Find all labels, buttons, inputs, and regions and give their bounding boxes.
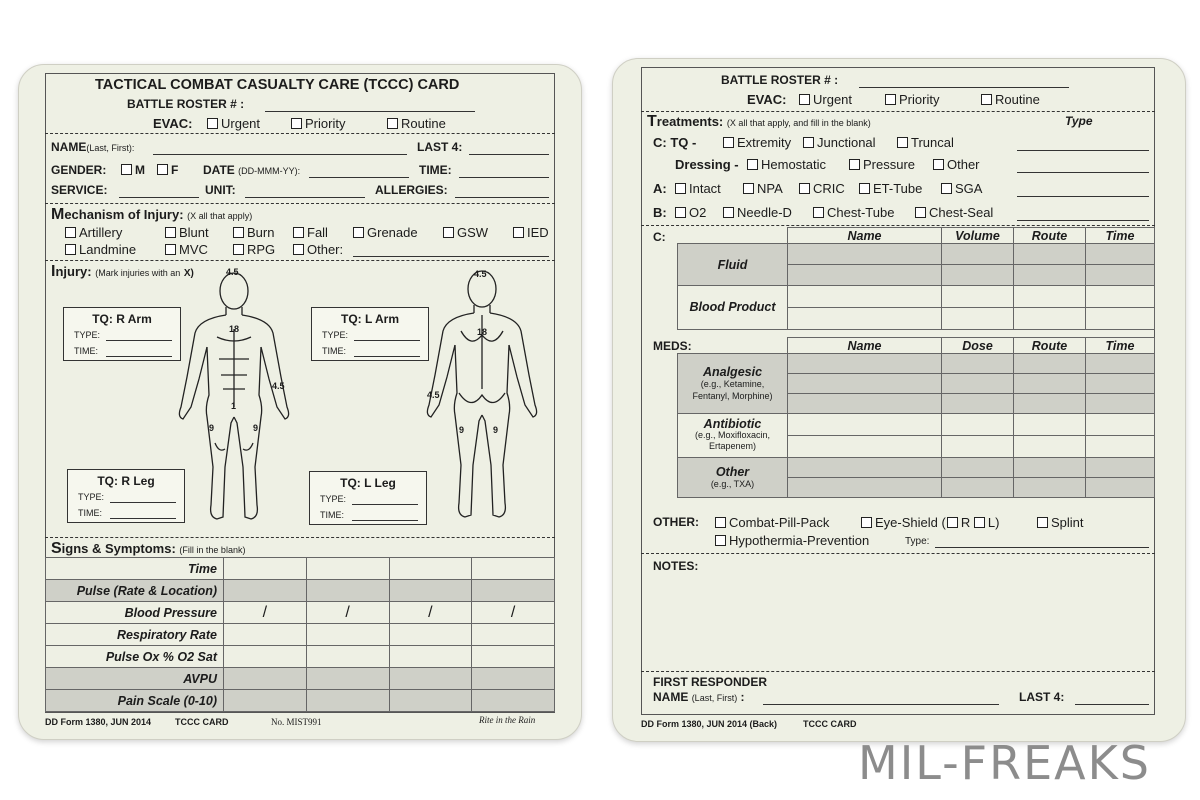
gender-m[interactable]: M [121, 163, 145, 177]
vitals-table [45, 557, 555, 712]
date-label: DATE (DD-MMM-YY): [203, 163, 301, 177]
notes-area[interactable] [643, 575, 1153, 671]
tq-truncal[interactable]: Truncal [897, 135, 954, 150]
back-evac-label: EVAC: [747, 92, 787, 107]
breathing-type-field[interactable] [1017, 220, 1149, 221]
battle-roster-label: BATTLE ROSTER # : [127, 97, 245, 111]
airway-type-field[interactable] [1017, 196, 1149, 197]
divider [45, 537, 555, 538]
moi-blunt[interactable]: Blunt [165, 225, 209, 240]
back-footer-form: DD Form 1380, JUN 2014 (Back) [641, 719, 778, 729]
back-arm-value: 4.5 [427, 390, 440, 400]
dressing-hemostatic[interactable]: Hemostatic [747, 157, 826, 172]
analgesic-label: Analgesic [702, 364, 763, 379]
moi-burn[interactable]: Burn [233, 225, 274, 240]
airway-intact[interactable]: Intact [675, 181, 721, 196]
responder-name-label: NAME (Last, First) : [653, 690, 745, 704]
vitals-row-time: Time [46, 558, 555, 580]
other-med-label: Other [715, 464, 750, 479]
notes-label: NOTES: [653, 559, 699, 573]
evac-label: EVAC: [153, 116, 193, 131]
front-lleg-value: 9 [253, 423, 259, 433]
card-title: TACTICAL COMBAT CASUALTY CARE (TCCC) CARD [95, 77, 460, 93]
unit-label: UNIT: [205, 183, 236, 197]
date-field[interactable] [309, 177, 409, 178]
footer-brand-logo: Rite in the Rain [479, 715, 536, 725]
analgesic-hint: (e.g., Ketamine, Fentanyl, Morphine) [692, 378, 773, 401]
back-footer-card: TCCC CARD [803, 719, 857, 729]
dressing-label: Dressing - [675, 157, 739, 172]
type-header: Type [1065, 114, 1093, 128]
other-section-label: OTHER: [653, 515, 699, 529]
tq-l-arm-box[interactable]: TQ: L Arm TYPE: TIME: [311, 307, 429, 361]
time-field[interactable] [459, 177, 549, 178]
antibiotic-hint: (e.g., Moxifloxacin, Ertapenem) [694, 430, 771, 451]
tq-junctional[interactable]: Junctional [803, 135, 876, 150]
airway-cric[interactable]: CRIC [799, 181, 845, 196]
allergies-label: ALLERGIES: [375, 183, 448, 197]
splint[interactable]: Splint [1037, 515, 1084, 530]
footer-form: DD Form 1380, JUN 2014 [45, 717, 152, 727]
divider [641, 553, 1155, 554]
combat-pill-pack[interactable]: Combat-Pill-Pack [715, 515, 829, 530]
back-chest-value: 18 [477, 327, 488, 337]
evac-priority[interactable]: Priority [291, 116, 345, 131]
c-tq-label: C: TQ - [653, 135, 697, 150]
tccc-card-front [18, 64, 582, 740]
back-battle-roster-field[interactable] [859, 87, 1069, 88]
blood-product-label: Blood Product [678, 286, 788, 330]
eye-shield[interactable]: Eye-Shield ( R L) [861, 515, 999, 530]
meds-label: MEDS: [653, 339, 692, 353]
airway-sga[interactable]: SGA [941, 181, 982, 196]
moi-landmine[interactable]: Landmine [65, 242, 136, 257]
front-chest-value: 18 [229, 324, 240, 334]
tccc-card-back [612, 58, 1186, 742]
back-rleg-value: 9 [459, 425, 465, 435]
back-evac-urgent[interactable]: Urgent [799, 92, 852, 107]
unit-field[interactable] [245, 197, 365, 198]
dressing-pressure[interactable]: Pressure [849, 157, 915, 172]
breathing-label: B: [653, 205, 667, 220]
airway-label: A: [653, 181, 667, 196]
breathing-needle-d[interactable]: Needle-D [723, 205, 792, 220]
moi-mvc[interactable]: MVC [165, 242, 208, 257]
moi-other[interactable]: Other: [293, 242, 343, 257]
moi-title: Mechanism of Injury: (X all that apply) [51, 206, 253, 223]
vitals-row-pulseox: Pulse Ox % O2 Sat [46, 646, 555, 668]
hypothermia-type-field[interactable] [935, 547, 1149, 548]
responder-name-field[interactable] [763, 704, 999, 705]
front-head-value: 4.5 [226, 267, 239, 277]
dressing-other[interactable]: Other [933, 157, 980, 172]
evac-routine[interactable]: Routine [387, 116, 446, 131]
fluid-label: Fluid [678, 244, 788, 286]
gender-f[interactable]: F [157, 163, 178, 177]
divider [45, 203, 555, 204]
last4-field[interactable] [469, 154, 549, 155]
airway-et-tube[interactable]: ET-Tube [859, 181, 922, 196]
moi-gsw[interactable]: GSW [443, 225, 488, 240]
tq-extremity[interactable]: Extremity [723, 135, 791, 150]
back-battle-roster-label: BATTLE ROSTER # : [721, 73, 839, 87]
tq-l-leg-box[interactable]: TQ: L Leg TYPE: TIME: [309, 471, 427, 525]
antibiotic-label: Antibiotic [703, 417, 762, 431]
moi-fall[interactable]: Fall [293, 225, 328, 240]
dressing-type-field[interactable] [1017, 172, 1149, 173]
front-rleg-value: 9 [209, 423, 215, 433]
divider [45, 260, 555, 261]
footer-number: No. MIST991 [271, 717, 322, 727]
service-label: SERVICE: [51, 183, 108, 197]
first-responder-label: FIRST RESPONDER [653, 675, 768, 689]
circulation-label: C: [653, 230, 666, 244]
vitals-row-pulse: Pulse (Rate & Location) [46, 580, 555, 602]
vitals-row-avpu: AVPU [46, 668, 555, 690]
divider [45, 133, 555, 134]
divider [641, 111, 1155, 112]
evac-urgent[interactable]: Urgent [207, 116, 260, 131]
name-field[interactable] [153, 154, 407, 155]
name-label: NAME(Last, First): [51, 140, 135, 154]
body-back-diagram[interactable] [417, 265, 547, 537]
vitals-cell[interactable] [224, 558, 307, 580]
hypothermia-prevention[interactable]: Hypothermia-Prevention [715, 533, 869, 548]
battle-roster-field[interactable] [265, 111, 475, 112]
moi-other-field[interactable] [353, 256, 549, 257]
moi-ied[interactable]: IED [513, 225, 549, 240]
breathing-o2[interactable]: O2 [675, 205, 706, 220]
tq-type-field[interactable] [1017, 150, 1149, 151]
service-field[interactable] [119, 197, 199, 198]
footer-card: TCCC CARD [175, 717, 229, 727]
time-label: TIME: [419, 163, 452, 177]
injury-title: Injury: (Mark injuries with an X) [51, 263, 194, 280]
back-evac-priority[interactable]: Priority [885, 92, 939, 107]
signs-title: Signs & Symptoms: (Fill in the blank) [51, 540, 246, 557]
moi-rpg[interactable]: RPG [233, 242, 275, 257]
back-lleg-value: 9 [493, 425, 499, 435]
front-groin-value: 1 [231, 401, 237, 411]
vitals-row-pain: Pain Scale (0-10) [46, 690, 555, 712]
breathing-chest-seal[interactable]: Chest-Seal [915, 205, 993, 220]
moi-grenade[interactable]: Grenade [353, 225, 418, 240]
last4-label: LAST 4: [417, 140, 463, 154]
tq-r-arm-box[interactable]: TQ: R Arm TYPE: TIME: [63, 307, 181, 361]
front-arm-value: 4.5 [272, 381, 285, 391]
meds-table: Name Dose Route Time Analgesic (e.g., Ketamine, Fentanyl, Morphine) Antibiotic (e.g., Moxifloxacin, Ertapenem) Other (e.g., TXA) [677, 337, 1155, 498]
urgent-checkbox[interactable] [207, 118, 218, 129]
routine-checkbox[interactable] [387, 118, 398, 129]
divider [641, 671, 1155, 672]
moi-artillery[interactable]: Artillery [65, 225, 122, 240]
other-med-hint: (e.g., TXA) [710, 478, 755, 489]
back-evac-routine[interactable]: Routine [981, 92, 1040, 107]
allergies-field[interactable] [455, 197, 549, 198]
hypothermia-type-label: Type: [905, 536, 930, 547]
responder-last4-field[interactable] [1075, 704, 1149, 705]
breathing-chest-tube[interactable]: Chest-Tube [813, 205, 894, 220]
divider [641, 225, 1155, 226]
responder-last4-label: LAST 4: [1019, 690, 1065, 704]
vitals-row-resp: Respiratory Rate [46, 624, 555, 646]
gender-label: GENDER: [51, 163, 107, 177]
fluid-table: Name Volume Route Time Fluid Blood Product [677, 227, 1155, 330]
tq-r-leg-box[interactable]: TQ: R Leg TYPE: TIME: [67, 469, 185, 523]
watermark-logo: MIL-FREAKS [858, 736, 1151, 790]
treatments-title: Treatments: (X all that apply, and fill in the blank) [647, 113, 871, 130]
airway-npa[interactable]: NPA [743, 181, 783, 196]
priority-checkbox[interactable] [291, 118, 302, 129]
back-head-value: 4.5 [474, 269, 487, 279]
vitals-row-bp: Blood Pressure / / / / [46, 602, 555, 624]
